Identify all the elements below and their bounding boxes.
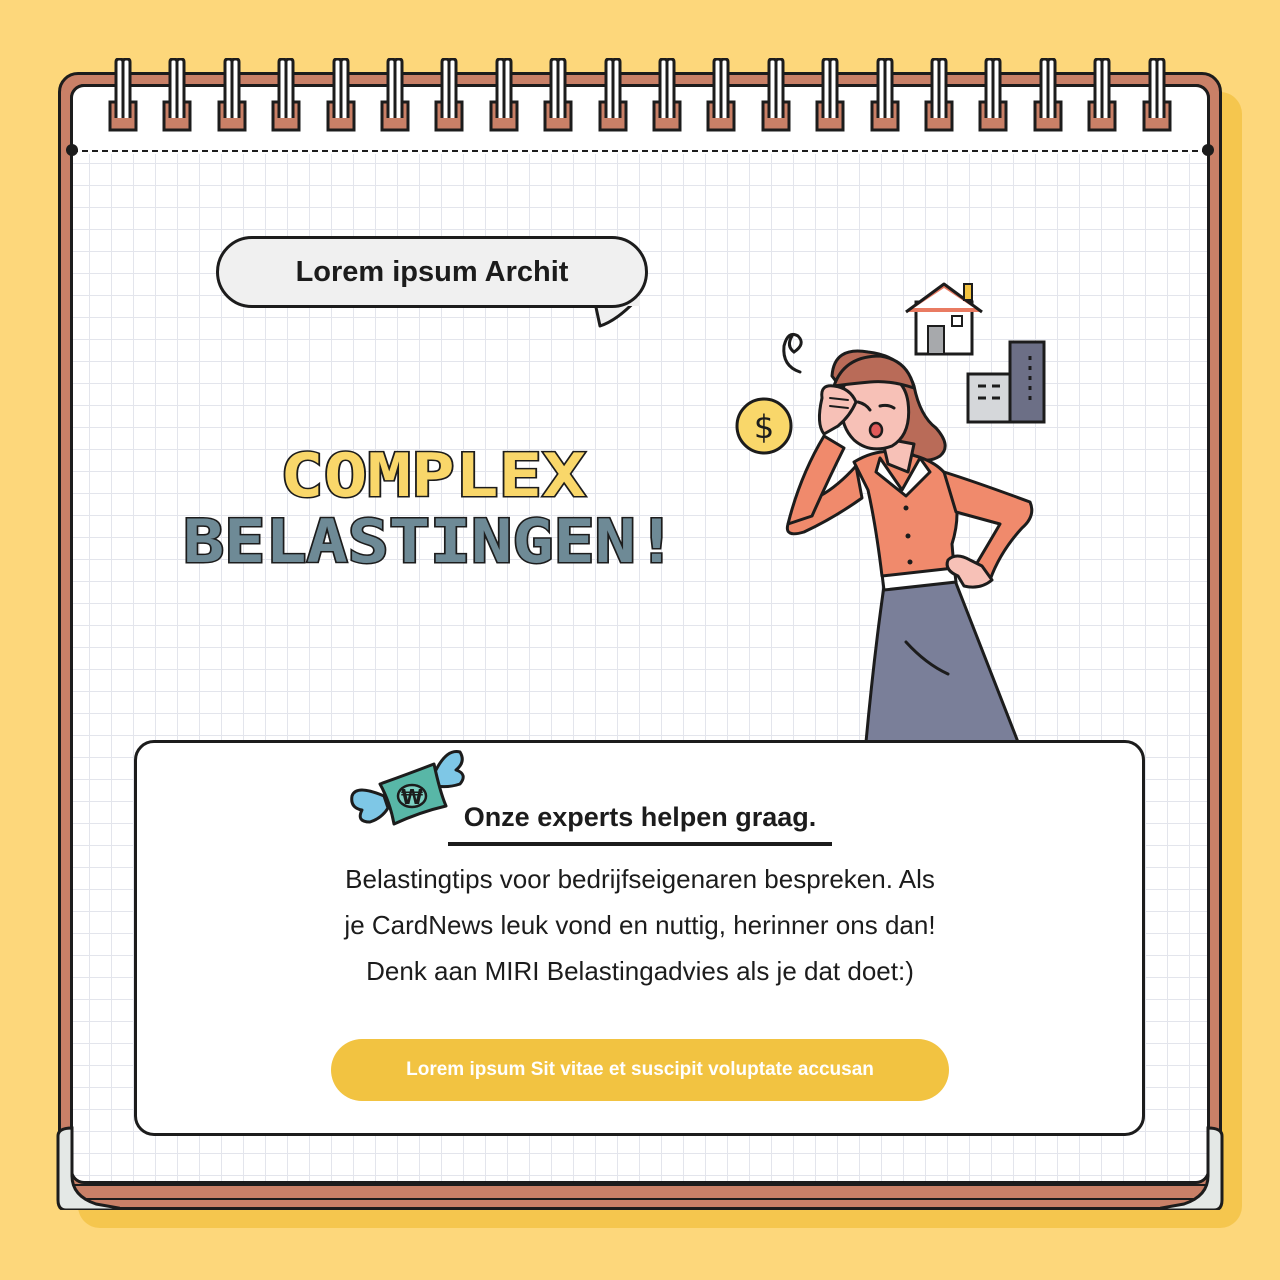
won-symbol: ₩ [400, 785, 424, 809]
headline-line-1: COMPLEX [280, 441, 586, 511]
card-body-line-2: je CardNews leuk vond en nuttig, herinner ons dan! [344, 910, 936, 940]
headline [150, 430, 720, 590]
perforation-line [72, 150, 1208, 152]
spiral-ring [162, 58, 192, 132]
spiral-ring [1033, 58, 1063, 132]
headline-line-2: BELASTINGEN! [183, 507, 677, 577]
card-body-text [300, 856, 980, 994]
card-heading: Onze experts helpen graag. [448, 798, 832, 846]
dollar-symbol: $ [753, 408, 775, 446]
spiral-ring [489, 58, 519, 132]
spiral-ring [761, 58, 791, 132]
card-body-line-3: Denk aan MIRI Belastingadvies als je dat doet:) [366, 956, 914, 986]
spiral-ring [924, 58, 954, 132]
speech-bubble-text: Lorem ipsum Archit [295, 255, 569, 288]
spiral-ring [652, 58, 682, 132]
spiral-ring [217, 58, 247, 132]
house-icon [906, 284, 982, 354]
spiral-binding [108, 58, 1172, 132]
spiral-ring [108, 58, 138, 132]
spiral-ring [1142, 58, 1172, 132]
cta-button[interactable]: Lorem ipsum Sit vitae et suscipit voluptate accusan [331, 1039, 949, 1101]
spiral-ring [870, 58, 900, 132]
speech-bubble [216, 236, 648, 308]
buildings-icon [968, 342, 1044, 422]
spiral-ring [271, 58, 301, 132]
spiral-ring [434, 58, 464, 132]
spiral-ring [978, 58, 1008, 132]
spiral-ring [598, 58, 628, 132]
spiral-ring [706, 58, 736, 132]
stress-swirl-icon [784, 334, 801, 372]
spiral-ring [326, 58, 356, 132]
spiral-ring [815, 58, 845, 132]
spiral-ring [543, 58, 573, 132]
corner-clip-left [56, 1126, 120, 1210]
spiral-ring [380, 58, 410, 132]
perforation-dot [66, 144, 78, 156]
card-body-line-1: Belastingtips voor bedrijfseigenaren bespreken. Als [345, 864, 935, 894]
corner-clip-right [1160, 1126, 1224, 1210]
perforation-dot [1202, 144, 1214, 156]
spiral-ring [1087, 58, 1117, 132]
stressed-woman-illustration [730, 276, 1060, 746]
dollar-coin-icon [737, 399, 791, 453]
